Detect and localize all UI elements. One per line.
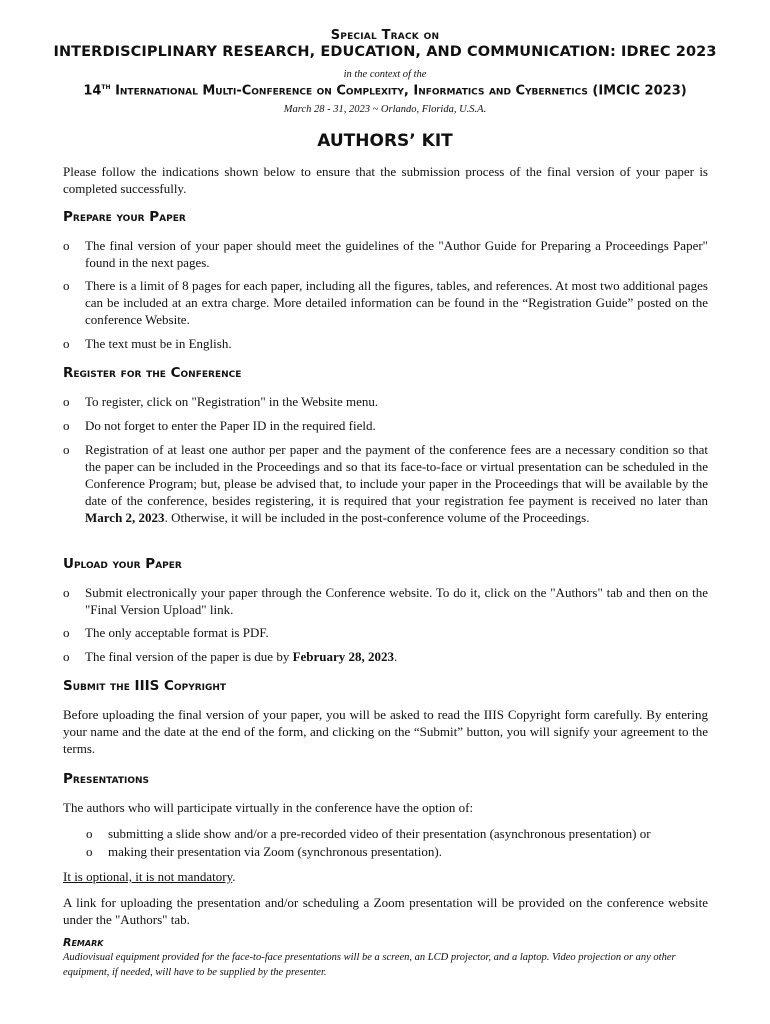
section-heading-presentations: Presentations: [63, 771, 149, 787]
bullet-marker: o: [63, 238, 70, 253]
multi-conference-title: [0, 82, 770, 98]
bullet-marker: o: [86, 826, 93, 841]
section-heading-upload: Upload your Paper: [63, 556, 182, 572]
registration-text-part1: Registration of at least one author per paper and the payment of the conference fees are a necessary condition so that the paper can be included in the Proceedings and so that its face-to-face or virtual presentation can be scheduled in the Conference Program; but, please be advised that, to include your paper in the Proceedings that will be available by the date of the conference, besides registering, it is required that your registration fee payment is received no later than: [85, 442, 708, 508]
upload-due-text: The final version of the paper is due by: [85, 649, 293, 664]
bullet-marker: o: [63, 418, 70, 433]
conference-title: INTERDISCIPLINARY RESEARCH, EDUCATION, AND COMMUNICATION: IDREC 2023: [53, 44, 717, 60]
special-track-label: Special Track on: [330, 28, 440, 43]
bullet-marker: o: [63, 278, 70, 293]
copyright-paragraph: Before uploading the final version of your paper, you will be asked to read the IIIS Copyright form carefully. By entering your name and the date at the end of the form, and clicking on the “Submit” button, you will signify your agreement to the terms.: [63, 707, 708, 756]
section-heading-prepare: Prepare your Paper: [63, 209, 186, 225]
bullet-marker: o: [63, 625, 70, 640]
context-line: in the context of the: [343, 69, 427, 80]
bullet-marker: o: [63, 649, 70, 664]
list-item-text: [85, 648, 708, 665]
page-title: AUTHORS’ KIT: [317, 131, 453, 151]
registration-text-part2: . Otherwise, it will be included in the post-conference volume of the Proceedings.: [164, 510, 590, 525]
list-item-text: Submit electronically your paper through the Conference website. To do it, click on the "Authors" tab and then on the "Final Version Upload" link.: [85, 585, 708, 617]
optional-note-period: .: [232, 869, 236, 884]
multi-conf-ordinal: th: [101, 82, 111, 91]
presentations-intro: The authors who will participate virtually in the conference have the option of:: [63, 800, 474, 815]
upload-due-period: .: [394, 649, 398, 664]
multi-conf-number: 14: [83, 83, 102, 99]
section-heading-register: Register for the Conference: [63, 365, 242, 381]
list-item-text: The only acceptable format is PDF.: [85, 625, 269, 640]
section-heading-copyright: Submit the IIIS Copyright: [63, 678, 227, 694]
list-item-text: There is a limit of 8 pages for each paper, including all the figures, tables, and references. At most two additional pages can be included at an extra charge. More detailed information can be found in the “Registration Guide” posted on the conference Website.: [85, 278, 708, 327]
list-item-text: To register, click on "Registration" in the Website menu.: [85, 394, 379, 409]
presentation-link-paragraph: A link for uploading the presentation and/or scheduling a Zoom presentation will be provided on the conference website under the "Authors" tab.: [63, 895, 708, 927]
optional-note: [63, 868, 708, 885]
list-item-text: The final version of your paper should meet the guidelines of the "Author Guide for Preparing a Proceedings Paper" found in the next pages.: [85, 238, 708, 270]
list-item-text: The text must be in English.: [85, 336, 232, 351]
list-item-text: [85, 441, 708, 526]
bullet-marker: o: [63, 336, 70, 351]
bullet-marker: o: [63, 394, 70, 409]
multi-conf-name: International Multi-Conference on Complexity, Informatics and Cybernetics (IMCIC 2023): [115, 83, 687, 99]
optional-note-text: It is optional, it is not mandatory: [63, 869, 233, 884]
bullet-marker: o: [86, 844, 93, 859]
registration-deadline: March 2, 2023: [85, 510, 165, 525]
remark-heading: Remark: [63, 936, 104, 949]
list-item-text: making their presentation via Zoom (synchronous presentation).: [108, 844, 442, 859]
bullet-marker: o: [63, 442, 70, 457]
list-item-text: submitting a slide show and/or a pre-recorded video of their presentation (asynchronous presentation) or: [108, 826, 651, 841]
upload-deadline: February 28, 2023: [292, 649, 395, 664]
remark-text: Audiovisual equipment provided for the face-to-face presentations will be a screen, an LCD projector, and a laptop. Video projection or any other equipment, if needed, will have to be supplied by the presenter.: [63, 952, 676, 978]
list-item-text: Do not forget to enter the Paper ID in the required field.: [85, 418, 376, 433]
date-location-line: March 28 - 31, 2023 ~ Orlando, Florida, U.S.A.: [283, 104, 487, 115]
intro-paragraph: Please follow the indications shown below to ensure that the submission process of the final version of your paper is completed successfully.: [63, 164, 708, 196]
bullet-marker: o: [63, 585, 70, 600]
